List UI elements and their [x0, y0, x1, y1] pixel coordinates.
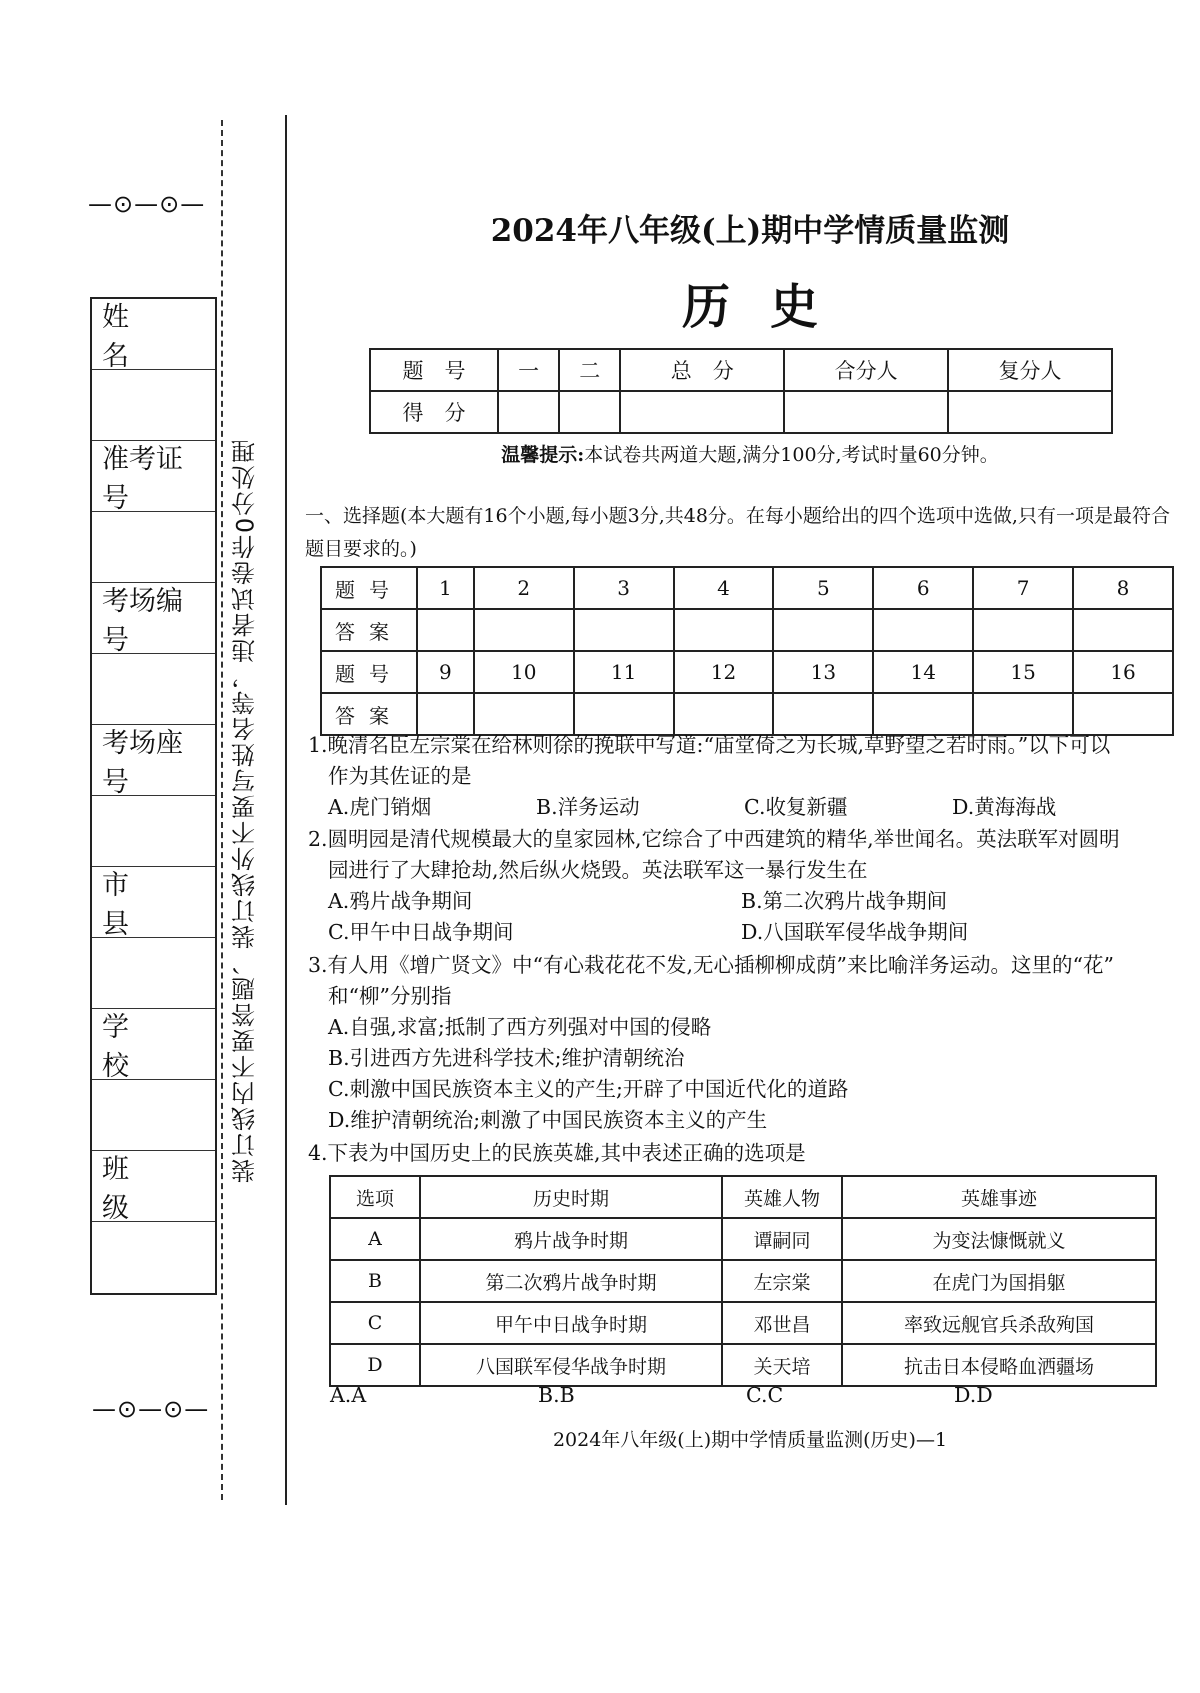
score-table-header: 总 分	[620, 349, 784, 391]
table-cell: B	[330, 1260, 420, 1302]
question-number: 6	[873, 567, 973, 609]
exam-id-field[interactable]	[92, 512, 215, 583]
answer-cell[interactable]	[574, 693, 674, 735]
question-stem: 和“柳”分别指	[328, 984, 452, 1008]
question-stem: 作为其佐证的是	[328, 764, 472, 788]
option-c[interactable]: C.C	[746, 1383, 784, 1407]
score-table	[369, 348, 1113, 434]
binding-notice: 装订线内不要答题、装订线外不要写姓名等，违者试卷作0分处理	[231, 437, 260, 1183]
table-cell: A	[330, 1218, 420, 1260]
table-cell: 第二次鸦片战争时期	[420, 1260, 722, 1302]
answer-table-label: 答案	[321, 693, 417, 735]
score-cell[interactable]	[620, 391, 784, 433]
exam-room-field[interactable]	[92, 654, 215, 725]
question-number: 15	[973, 651, 1073, 693]
option-d[interactable]: D.D	[954, 1383, 993, 1407]
exam-tip	[300, 440, 1200, 467]
question-number: 5	[773, 567, 873, 609]
question-4	[308, 1138, 1188, 1169]
table-cell: 邓世昌	[722, 1302, 842, 1344]
question-number: 14	[873, 651, 973, 693]
hero-table	[329, 1175, 1157, 1387]
option-b[interactable]: B.洋务运动	[536, 795, 640, 819]
question-stem: 4.下表为中国历史上的民族英雄,其中表述正确的选项是	[308, 1141, 806, 1165]
answer-cell[interactable]	[417, 609, 474, 651]
option-b[interactable]: B.引进西方先进科学技术;维护清朝统治	[328, 1046, 685, 1070]
question-stem: 园进行了大肆抢劫,然后纵火烧毁。英法联军这一暴行发生在	[328, 858, 868, 882]
option-c[interactable]: C.刺激中国民族资本主义的产生;开辟了中国近代化的道路	[328, 1077, 849, 1101]
question-number: 1	[417, 567, 474, 609]
table-row	[330, 1260, 1156, 1302]
section1-heading: 一、选择题(本大题有16个小题,每小题3分,共48分。在每小题给出的四个选项中选做,只有一项是最符合题目要求的。)	[305, 505, 1170, 560]
score-cell[interactable]	[559, 391, 620, 433]
student-info-box	[90, 297, 217, 1295]
score-cell[interactable]	[498, 391, 559, 433]
question-3	[308, 950, 1188, 1136]
school-field[interactable]	[92, 1080, 215, 1151]
class-label: 班 级	[92, 1151, 215, 1222]
table-cell: 八国联军侵华战争时期	[420, 1344, 722, 1386]
option-b[interactable]: B.第二次鸦片战争期间	[741, 889, 948, 913]
option-a[interactable]: A.虎门销烟	[328, 795, 432, 819]
question-number: 3	[574, 567, 674, 609]
city-county-label: 市 县	[92, 867, 215, 938]
option-d[interactable]: D.维护清朝统治;刺激了中国民族资本主义的产生	[328, 1108, 768, 1132]
question-stem: 2.圆明园是清代规模最大的皇家园林,它综合了中西建筑的精华,举世闻名。英法联军对圆明	[308, 827, 1120, 851]
question-number: 11	[574, 651, 674, 693]
question-number: 4	[674, 567, 774, 609]
question-number: 7	[973, 567, 1073, 609]
score-table-header: 二	[559, 349, 620, 391]
answer-cell[interactable]	[474, 693, 574, 735]
table-cell: 鸦片战争时期	[420, 1218, 722, 1260]
answer-cell[interactable]	[973, 609, 1073, 651]
school-label: 学 校	[92, 1009, 215, 1080]
class-field[interactable]	[92, 1222, 215, 1293]
table-row	[330, 1302, 1156, 1344]
answer-cell[interactable]	[773, 609, 873, 651]
table-cell: 关天培	[722, 1344, 842, 1386]
answer-table-label: 题号	[321, 567, 417, 609]
hero-table-header: 选项	[330, 1176, 420, 1218]
page-footer: 2024年八年级(上)期中学情质量监测(历史)—1	[552, 1429, 948, 1451]
answer-cell[interactable]	[973, 693, 1073, 735]
answer-table-label: 答案	[321, 609, 417, 651]
table-row	[330, 1218, 1156, 1260]
answer-cell[interactable]	[873, 609, 973, 651]
option-d[interactable]: D.八国联军侵华战争期间	[741, 920, 969, 944]
question-number: 9	[417, 651, 474, 693]
table-cell: 左宗棠	[722, 1260, 842, 1302]
exam-room-label: 考场编号	[92, 583, 215, 654]
question-1	[308, 730, 1188, 823]
exam-id-label: 准考证号	[92, 441, 215, 512]
answer-cell[interactable]	[1073, 693, 1173, 735]
table-cell: 谭嗣同	[722, 1218, 842, 1260]
score-table-header: 复分人	[948, 349, 1112, 391]
option-a[interactable]: A.A	[330, 1383, 367, 1407]
option-c[interactable]: C.甲午中日战争期间	[328, 920, 514, 944]
answer-cell[interactable]	[474, 609, 574, 651]
score-row-label: 得 分	[370, 391, 498, 433]
hero-table-header: 英雄事迹	[842, 1176, 1156, 1218]
score-cell[interactable]	[948, 391, 1112, 433]
option-d[interactable]: D.黄海海战	[952, 795, 1057, 819]
answer-table-label: 题号	[321, 651, 417, 693]
tip-label: 温馨提示:	[501, 444, 585, 466]
option-a[interactable]: A.鸦片战争期间	[328, 889, 473, 913]
subject-title: 历史	[681, 279, 858, 335]
tip-text: 本试卷共两道大题,满分100分,考试时量60分钟。	[584, 444, 999, 466]
score-cell[interactable]	[784, 391, 948, 433]
answer-cell[interactable]	[1073, 609, 1173, 651]
question-stem: 1.晚清名臣左宗棠在给林则徐的挽联中写道:“庙堂倚之为长城,草野望之若时雨。”以下可以	[308, 733, 1111, 757]
option-b[interactable]: B.B	[538, 1383, 575, 1407]
question-number: 13	[773, 651, 873, 693]
table-cell: 在虎门为国捐躯	[842, 1260, 1156, 1302]
seat-field[interactable]	[92, 796, 215, 867]
question-2	[308, 824, 1188, 948]
name-field[interactable]	[92, 370, 215, 441]
option-a[interactable]: A.自强,求富;抵制了西方列强对中国的侵略	[328, 1015, 712, 1039]
score-table-header: 题 号	[370, 349, 498, 391]
table-cell: 率致远舰官兵杀敌殉国	[842, 1302, 1156, 1344]
answer-table	[320, 566, 1174, 736]
answer-cell[interactable]	[674, 693, 774, 735]
answer-cell[interactable]	[574, 609, 674, 651]
table-cell: D	[330, 1344, 420, 1386]
hero-table-header: 历史时期	[420, 1176, 722, 1218]
table-cell: C	[330, 1302, 420, 1344]
question-stem: 3.有人用《增广贤文》中“有心栽花花不发,无心插柳柳成荫”来比喻洋务运动。这里的“花”	[308, 953, 1114, 977]
score-table-header: 一	[498, 349, 559, 391]
question-number: 16	[1073, 651, 1173, 693]
city-county-field[interactable]	[92, 938, 215, 1009]
question-4-options	[308, 1380, 1188, 1411]
binding-solid-line	[285, 115, 287, 1505]
option-c[interactable]: C.收复新疆	[744, 795, 848, 819]
score-table-header: 合分人	[784, 349, 948, 391]
answer-cell[interactable]	[773, 693, 873, 735]
name-label: 姓 名	[92, 299, 215, 370]
seat-label: 考场座号	[92, 725, 215, 796]
question-number: 12	[674, 651, 774, 693]
question-number: 2	[474, 567, 574, 609]
table-cell: 抗击日本侵略血洒疆场	[842, 1344, 1156, 1386]
answer-cell[interactable]	[873, 693, 973, 735]
question-number: 10	[474, 651, 574, 693]
binding-circles-bottom: —⊙—⊙—	[92, 1395, 210, 1423]
binding-circles-top: —⊙—⊙—	[88, 190, 206, 218]
hero-table-header: 英雄人物	[722, 1176, 842, 1218]
exam-title: 2024年八年级(上)期中学情质量监测	[490, 213, 1010, 249]
answer-cell[interactable]	[674, 609, 774, 651]
table-cell: 为变法慷慨就义	[842, 1218, 1156, 1260]
answer-cell[interactable]	[417, 693, 474, 735]
question-number: 8	[1073, 567, 1173, 609]
table-cell: 甲午中日战争时期	[420, 1302, 722, 1344]
